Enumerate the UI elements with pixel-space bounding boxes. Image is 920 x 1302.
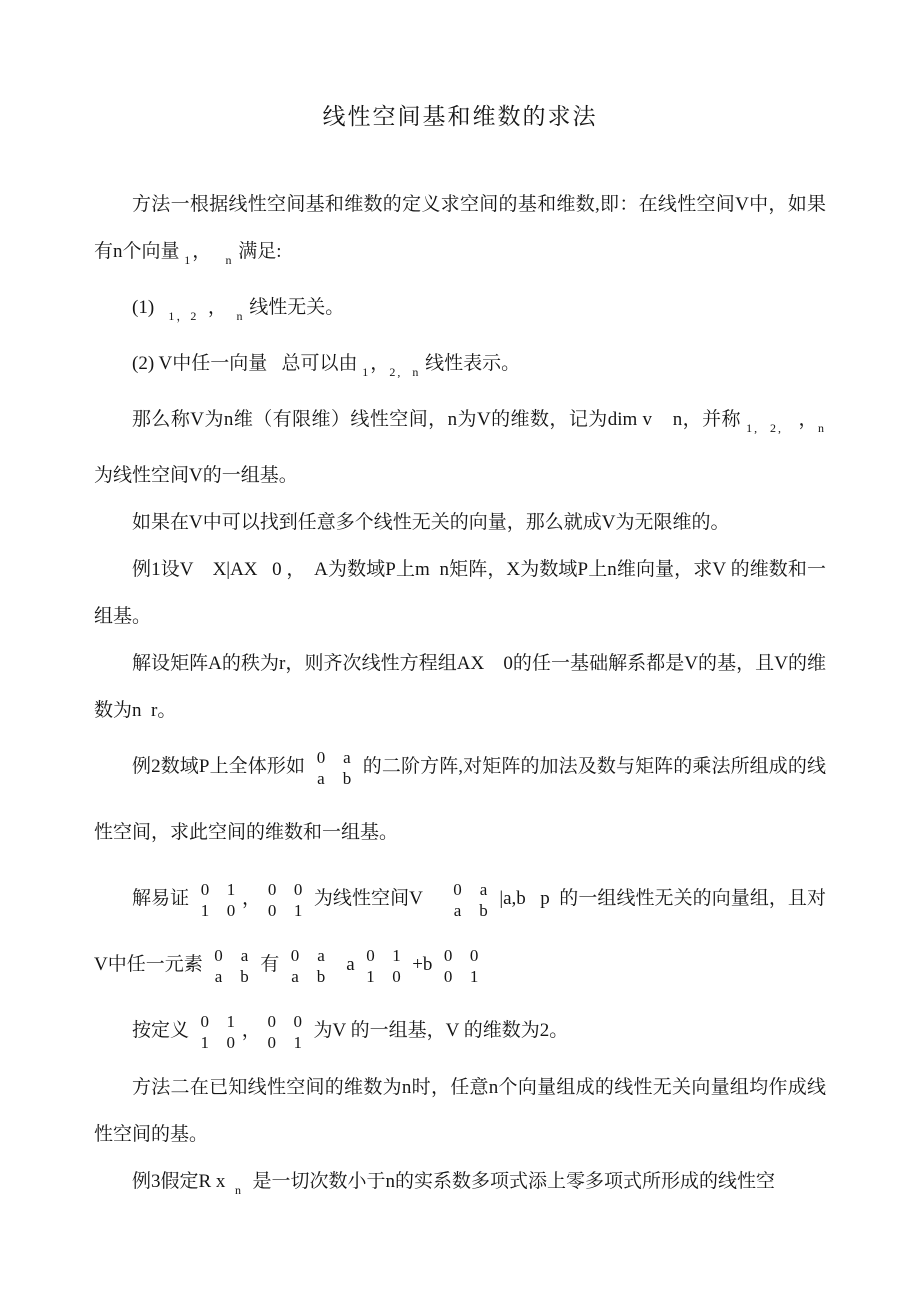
matrix-cell: 1 (366, 966, 375, 986)
matrix-row (316, 747, 352, 768)
subscript-run: 1，2 (168, 309, 199, 323)
para-condition-2 (94, 340, 826, 396)
text-run: 解设矩阵A的秩为r，则齐次线性方程组AX 0的任一基础解系都是V的基，且V的维数为n r。 (94, 653, 826, 721)
text-run: 如果在V中可以找到任意多个线性无关的向量，那么就成V为无限维的。 (132, 512, 730, 533)
text-run: 线性无关。 (244, 297, 345, 318)
matrix-cell: 0 (443, 945, 453, 965)
text-run: 的二阶方阵,对矩阵的加法及数与矩阵的乘法所组成的线性空间，求此空间的维数和一组基。 (94, 756, 826, 843)
matrix-cell: 0 (267, 900, 277, 920)
text-run: +b (407, 954, 438, 975)
text-run: 为线性空间V (309, 888, 447, 909)
matrix-cell: 0 (226, 1032, 236, 1052)
text-run: ， (241, 1020, 261, 1041)
para-method-2 (94, 1064, 826, 1158)
subscript-run: n (225, 253, 234, 267)
matrix-cell: 0 (443, 966, 453, 986)
matrix-row (267, 879, 303, 900)
subscript-run: 1 (184, 253, 193, 267)
matrix-cell: 0 (267, 1032, 277, 1052)
text-run: a (332, 954, 360, 975)
para-example-1 (94, 546, 826, 640)
matrix-cell: 0 (267, 879, 277, 899)
page-title: 线性空间基和维数的求法 (322, 104, 598, 129)
matrix-row (213, 966, 249, 987)
matrix-row (200, 879, 236, 900)
para-basis-conclusion (94, 998, 826, 1064)
matrix-cell: a (479, 879, 488, 899)
matrix-row (213, 945, 249, 966)
text-run: ， (370, 353, 390, 374)
matrix-cell: 0 (293, 1011, 303, 1031)
para-definition (94, 396, 831, 499)
text-run: 例1设V X|AX 0 ， A为数域P上m n矩阵，X为数域P上n维向量，求V 的维数和一组基。 (94, 559, 826, 627)
subscript-run: 2, n (389, 365, 421, 379)
matrix-2x2 (453, 879, 489, 921)
subscript-run: n (236, 309, 245, 323)
matrix-cell: 0 (453, 879, 462, 899)
matrix-row (443, 945, 479, 966)
para-solution-1 (94, 640, 826, 734)
matrix-cell: 0 (290, 945, 300, 965)
subscript-run: n (234, 1183, 243, 1197)
text-run: (2) V中任一向量 总可以由 (132, 353, 363, 374)
para-infinite-dim (94, 499, 826, 546)
text-run: ， (192, 241, 226, 262)
text-run: 为线性空间V的一组基。 (94, 409, 831, 486)
matrix-cell: 0 (293, 879, 303, 899)
matrix-cell: a (343, 747, 351, 767)
matrix-row (453, 900, 489, 921)
matrix-cell: 1 (226, 879, 236, 899)
text-run: 按定义 (132, 1020, 194, 1041)
matrix-cell: 1 (200, 1032, 210, 1052)
matrix-row (267, 1011, 303, 1032)
matrix-2x2 (200, 879, 236, 921)
matrix-cell: a (291, 966, 299, 986)
matrix-row (443, 966, 479, 987)
matrix-row (365, 945, 401, 966)
matrix-cell: a (317, 768, 325, 788)
text-run: 解易证 (132, 888, 194, 909)
matrix-row (200, 900, 236, 921)
matrix-cell: 1 (293, 1032, 303, 1052)
document-body (94, 181, 831, 1214)
matrix-2x2 (200, 1011, 236, 1053)
matrix-2x2 (316, 747, 352, 789)
matrix-cell: 0 (469, 945, 479, 965)
matrix-row (453, 879, 489, 900)
matrix-cell: 0 (366, 945, 375, 965)
matrix-row (290, 966, 326, 987)
matrix-cell: 0 (200, 879, 210, 899)
subscript-run: 1, 2, (746, 421, 783, 435)
matrix-row (200, 1011, 236, 1032)
matrix-2x2 (213, 945, 249, 987)
subscript-run: n (818, 421, 826, 435)
matrix-cell: a (317, 945, 325, 965)
text-run: (1) (132, 297, 169, 318)
matrix-2x2 (267, 879, 303, 921)
matrix-cell: 0 (214, 945, 223, 965)
matrix-row (267, 900, 303, 921)
matrix-2x2 (290, 945, 326, 987)
matrix-cell: a (240, 945, 249, 965)
matrix-cell: 1 (200, 900, 210, 920)
text-run: 有 (255, 954, 284, 975)
text-run: ， (783, 409, 818, 430)
para-solution-2 (94, 866, 826, 998)
matrix-2x2 (365, 945, 401, 987)
para-example-3 (94, 1158, 826, 1214)
text-run: 方法二在已知线性空间的维数为n时，任意n个向量组成的线性无关向量组均作成线性空间的基。 (94, 1077, 826, 1145)
matrix-row (290, 945, 326, 966)
text-run: 例3假定R x (132, 1171, 235, 1192)
text-run: ， (198, 297, 237, 318)
matrix-cell: a (453, 900, 462, 920)
subscript-run: 1 (362, 365, 371, 379)
matrix-cell: b (342, 768, 352, 788)
matrix-2x2 (443, 945, 479, 987)
matrix-cell: 1 (392, 945, 401, 965)
matrix-cell: 0 (392, 966, 401, 986)
para-example-2 (94, 734, 826, 866)
text-run: |a,b p 的一组线性无关的向量组，且对V中任一元素 (94, 888, 826, 975)
matrix-cell: 0 (316, 747, 326, 767)
text-run: 例2数域P上全体形如 (132, 756, 310, 777)
text-run: 是一切次数小于n的实系数多项式添上零多项式所形成的线性空 (242, 1171, 775, 1192)
text-run: 那么称V为n维（有限维）线性空间，n为V的维数，记为dim v n，并称 (132, 409, 747, 430)
matrix-cell: 1 (293, 900, 303, 920)
matrix-row (365, 966, 401, 987)
text-run: 为V 的一组基，V 的维数为2。 (308, 1020, 569, 1041)
text-run: 线性表示。 (420, 353, 521, 374)
matrix-cell: 1 (469, 966, 479, 986)
para-method-1 (94, 181, 826, 284)
matrix-cell: 0 (200, 1011, 210, 1031)
matrix-row (267, 1032, 303, 1053)
matrix-row (316, 768, 352, 789)
text-run: 满足: (233, 241, 282, 262)
text-run: 方法一根据线性空间基和维数的定义求空间的基和维数,即：在线性空间V中，如果有n个向量 (94, 194, 826, 262)
matrix-cell: b (479, 900, 488, 920)
matrix-cell: 1 (226, 1011, 236, 1031)
matrix-cell: a (214, 966, 223, 986)
matrix-cell: b (240, 966, 249, 986)
para-condition-1 (94, 284, 826, 340)
text-run: ， (241, 888, 262, 909)
matrix-cell: b (316, 966, 326, 986)
matrix-2x2 (267, 1011, 303, 1053)
matrix-row (200, 1032, 236, 1053)
matrix-cell: 0 (267, 1011, 277, 1031)
matrix-cell: 0 (226, 900, 236, 920)
